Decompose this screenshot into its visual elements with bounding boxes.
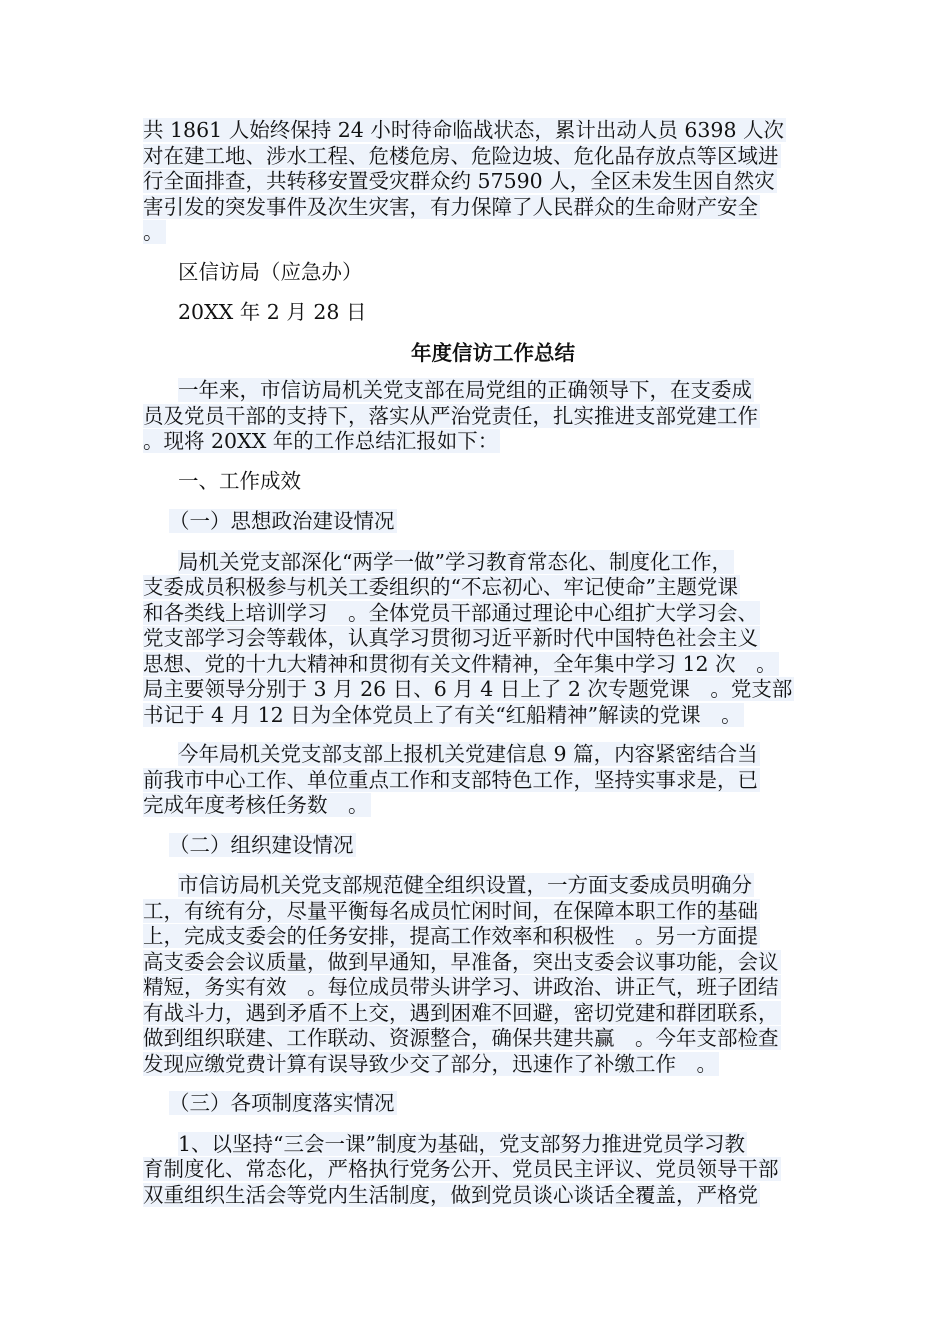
paragraph-ideology — [143, 550, 813, 729]
text-line: 发现应缴党费计算有误导致少交了部分，迅速作了补缴工作 。 — [143, 1051, 717, 1076]
text-line: 双重组织生活会等党内生活制度，做到党员谈心谈话全覆盖，严格党 — [143, 1182, 758, 1207]
text-line: 对在建工地、涉水工程、危楼危房、危险边坡、危化品存放点等区域进 — [143, 143, 779, 168]
text-line: 员及党员干部的支持下，落实从严治党责任，扎实推进支部党建工作 — [143, 403, 758, 428]
document-title: 年度信访工作总结 — [411, 340, 575, 365]
subsection-heading-text: （二）组织建设情况 — [169, 832, 354, 857]
text-line: 做到组织联建、工作联动、资源整合，确保共建共赢 。今年支部检查 — [143, 1026, 779, 1050]
paragraph-systems — [143, 1132, 813, 1209]
text-line: 工，有统有分，尽量平衡每名成员忙闲时间，在保障本职工作的基础 — [143, 898, 758, 923]
paragraph-party-info — [143, 742, 813, 819]
text-line: 。 — [143, 220, 164, 244]
subsection-heading-1 — [143, 509, 813, 535]
paragraph-organization — [143, 873, 813, 1077]
section-heading-1 — [143, 469, 813, 495]
signature-date-text: 20XX 年 2 月 28 日 — [178, 300, 367, 324]
section-heading-text: 一、工作成效 — [178, 468, 301, 493]
text-line: 和各类线上培训学习 。全体党员干部通过理论中心组扩大学习会、 — [143, 600, 758, 625]
document-page — [143, 118, 813, 1222]
subsection-heading-text: （一）思想政治建设情况 — [169, 509, 395, 533]
text-line: 今年局机关党支部支部上报机关党建信息 9 篇，内容紧密结合当 — [178, 742, 758, 766]
intro-paragraph — [143, 118, 813, 246]
text-line: 书记于 4 月 12 日为全体党员上了有关“红船精神”解读的党课 。 — [143, 702, 742, 727]
text-line: 前我市中心工作、单位重点工作和支部特色工作，坚持实事求是，已 — [143, 767, 758, 792]
text-line: 思想、党的十九大精神和贯彻有关文件精神，全年集中学习 12 次 。 — [143, 651, 777, 676]
text-line: 局机关党支部深化“两学一做”学习教育常态化、制度化工作， — [178, 549, 732, 574]
text-line: 局主要领导分别于 3 月 26 日、6 月 4 日上了 2 次专题党课 。党支部 — [143, 677, 793, 701]
signature-org-text: 区信访局（应急办） — [178, 259, 363, 284]
text-line: 一年来，市信访局机关党支部在局党组的正确领导下，在支委成 — [178, 378, 752, 402]
text-line: 市信访局机关党支部规范健全组织设置，一方面支委成员明确分 — [178, 873, 752, 897]
subsection-heading-2 — [143, 833, 813, 859]
subsection-heading-3 — [143, 1091, 813, 1117]
text-line: 完成年度考核任务数 。 — [143, 793, 369, 817]
text-line: 支委成员积极参与机关工委组织的“不忘初心、牢记使命”主题党课 — [143, 575, 738, 599]
text-line: 有战斗力，遇到矛盾不上交，遇到困难不回避，密切党建和群团联系， — [143, 1000, 779, 1025]
signature-org — [143, 260, 813, 286]
text-line: 育制度化、常态化，严格执行党务公开、党员民主评议、党员领导干部 — [143, 1157, 779, 1181]
opening-paragraph — [143, 378, 813, 455]
text-line: 党支部学习会等载体，认真学习贯彻习近平新时代中国特色社会主义 — [143, 626, 758, 650]
text-line: 精短，务实有效 。每位成员带头讲学习、讲政治、讲正气，班子团结 — [143, 975, 779, 999]
text-line: 高支委会会议质量，做到早通知，早准备，突出支委会议事功能，会议 — [143, 949, 779, 974]
text-line: 共 1861 人始终保持 24 小时待命临战状态，累计出动人员 6398 人次 — [143, 118, 785, 142]
text-line: 。现将 20XX 年的工作总结汇报如下： — [143, 429, 499, 453]
text-line: 害引发的突发事件及次生灾害，有力保障了人民群众的生命财产安全 — [143, 194, 758, 219]
text-line: 上，完成支委会的任务安排，提高工作效率和积极性 。另一方面提 — [143, 924, 758, 948]
text-line: 1、以坚持“三会一课”制度为基础，党支部努力推进党员学习教 — [178, 1131, 746, 1156]
text-line: 行全面排查，共转移安置受灾群众约 57590 人，全区未发生因自然灾 — [143, 169, 775, 193]
signature-date — [143, 300, 813, 326]
subsection-heading-text: （三）各项制度落实情况 — [169, 1091, 395, 1115]
